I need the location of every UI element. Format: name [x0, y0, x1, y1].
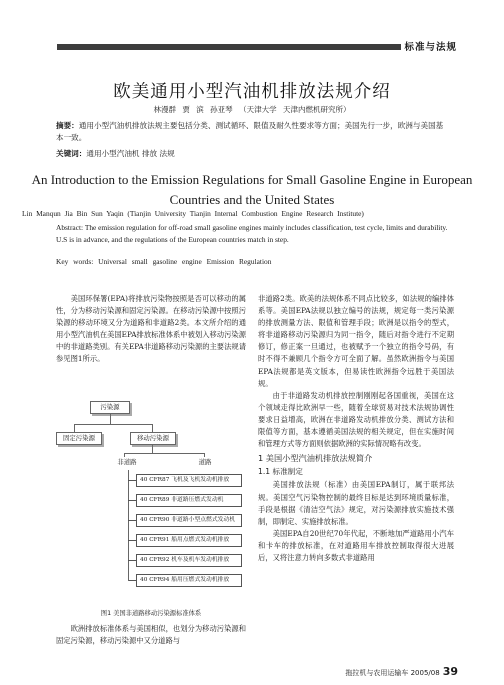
abstract-chinese: [56, 120, 448, 144]
leaf-regulation: 40 CFR92 机车及机车发动机排放: [136, 554, 242, 567]
body-paragraph: 由于非道路发动机排放控制刚刚起各国重视，美国在这个领域走得比欧洲早一些，随着全球贸易对技术法规协调性要求日益增高，欧洲在非道路发动机排放分类、测试方法和限值等方面，基本遵循美国法规的相关规定，但在实施时间和管理方式等方面则依据欧洲的实际情况略有改变。: [258, 390, 454, 449]
body-left-column: [56, 293, 246, 366]
title-english: An Introduction to the Emission Regulations for Small Gasoline Engine in European Countries and the United States: [31, 172, 473, 207]
keywords-english-label: Key words:: [56, 257, 94, 266]
figure-regulation-tree: [56, 395, 246, 623]
tree-connector: [128, 470, 129, 574]
leaf-regulation: 40 CFR91 船用点燃式发动机排放: [136, 534, 242, 547]
tree-connector: [124, 453, 204, 454]
title-chinese: 欧美通用小型汽油机排放法规介绍: [113, 82, 391, 102]
tree-connector: [128, 580, 136, 581]
abstract-english: [56, 222, 452, 245]
subsection-heading: 1.1 标准制定: [258, 467, 303, 477]
body-left-column-bottom: [56, 623, 246, 647]
tree-connector: [128, 480, 136, 481]
body-paragraph: 美国环保署(EPA)将排放污染物按照是否可以移动的属性，分为移动污染源和固定污染源。在移动污染源中按照污染源的移动环境又分为道路和非道路2类。本文所介绍的通用小型汽油机在美国EPA排放标准体系中被划入移动污染源中的非道路类别。有关EPA非道路移动污染源的主要法规请参见图1所示。: [56, 294, 246, 364]
section-heading: 1 美国小型汽油机排放法规简介: [258, 453, 373, 464]
node-pollution-source: 污染源: [90, 401, 130, 414]
leaf-regulation: 40 CFR90 非道路小型点燃式发动机: [136, 514, 242, 527]
leaf-regulation: 40 CFR87 飞机及飞机发动机排放: [136, 474, 242, 487]
node-mobile-source: 移动污染源: [130, 432, 176, 445]
leaf-regulation: 40 CFR94 船用压燃式发动机排放: [136, 574, 242, 587]
tree-connector: [74, 424, 75, 432]
abstract-chinese-label: 摘要：: [56, 121, 79, 130]
page-number: 39: [442, 665, 458, 678]
page-header: [0, 0, 504, 62]
keywords-english-text: Universal small gasoline engine Emission Regulation: [98, 257, 272, 266]
tree-connector: [128, 574, 129, 581]
keywords-chinese-text: 通用小型汽油机 排放 法规: [86, 149, 175, 158]
node-nonroad: 非道路: [112, 457, 142, 470]
keywords-chinese-label: 关键词：: [56, 149, 87, 158]
leaf-regulation: 40 CFR89 非道路压燃式发动机: [136, 494, 242, 507]
keywords-chinese: [56, 148, 448, 160]
keywords-english: [56, 257, 452, 266]
tree-connector: [110, 414, 111, 424]
node-road: 道路: [190, 457, 220, 470]
page-footer: [345, 665, 458, 678]
tree-connector: [128, 500, 136, 501]
abstract-chinese-text: 通用小型汽油机排放法规主要包括分类、测试循环、限值及耐久性要求等方面；美国先行一步，欧洲与美国基本一致。: [56, 121, 444, 142]
header-rule: [57, 44, 460, 50]
section-label: 标准与法规: [401, 39, 460, 53]
abstract-english-text: The emission regulation for off-road small gasoline engines mainly includes classification, test cycle, limits and durability. U.S is in advance, and the regulations of the European countries match in step.: [56, 223, 448, 244]
tree-connector: [152, 445, 153, 453]
tree-connector: [152, 424, 153, 432]
body-paragraph: 欧洲排放标准体系与美国相似，也划分为移动污染源和固定污染源，移动污染源中又分道路与: [56, 624, 246, 646]
body-paragraph: 美国排放法规（标准）由美国EPA制订，属于联邦法规。美国空气污染物控制的最终目标是达到环境质量标准，手段是根据《清洁空气法》规定，对污染源排放实施技术强制，即制定、实施排放标准。: [258, 480, 454, 526]
journal-name: 拖拉机与农用运输车 2005/08: [345, 669, 440, 677]
body-paragraph: 美国EPA自20世纪70年代起，不断地加严道路用小汽车和卡车的排放标准，在对道路用车排放控制取得很大进展后，又将注意力转向多数式非道路用: [258, 528, 454, 562]
abstract-english-label: Abstract:: [56, 223, 84, 232]
body-right-column: [258, 293, 454, 564]
node-fixed-source: 固定污染源: [56, 432, 102, 445]
body-paragraph: 非道路2类。欧美的法规体系不同点比较多，如法规的编排体系等。美国EPA法规以独立编号的法规，规定每一类污染源的排放测量方法、限值和管理手段；欧洲是以指令的型式，将非道路移动污染源归为同一指令，随后对指令进行不定期修订，修正案一旦通过，也被赋予一个独立的指令号码，有时不得不兼顾几个指令方可全面了解。虽然欧洲指令与美国EPA法规都是英文版本，但易读性欧洲指令远胜于美国法规。: [258, 294, 454, 388]
tree-connector: [128, 560, 136, 561]
tree-connector: [74, 424, 152, 425]
figure-caption: 图1 美国非道路移动污染源标准体系: [100, 610, 202, 617]
tree-connector: [128, 520, 136, 521]
authors-chinese: 林漫群 贾 滨 孙亚琴 （天津大学 天津内燃机研究所）: [153, 105, 351, 114]
authors-english: Lin Manqun Jia Bin Sun Yaqin (Tianjin University Tianjin Internal Combustion Engine Research Institute): [22, 209, 364, 218]
tree-connector: [128, 540, 136, 541]
